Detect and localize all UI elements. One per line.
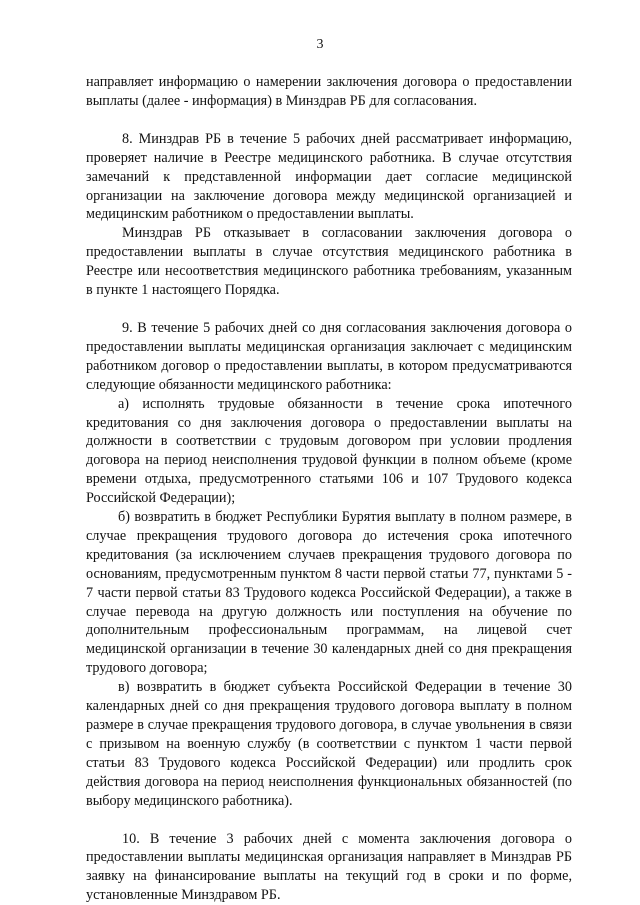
paragraph-9-item-b: б) возвратить в бюджет Республики Бурятия выплату в полном размере, в случае прекращения трудового договора до истечения срока ипотечного кредитования (за исключением случаев прекращения трудового договора по основаниям, предусмотренным пунктом 8 части первой статьи 77, пунктами 5 - 7 части первой статьи 83 Трудового кодекса Российской Федерации), а также в случае перевода на другую должность или поступления на обучение по дополнительным профессиональным программам, на лицевой счет медицинской организации в течение 30 календарных дней со дня прекращения трудового договора; <box>86 509 572 677</box>
paragraph-10: 10. В течение 3 рабочих дней с момента заключения договора о предоставлении выплаты медицинская организация направляет в Минздрав РБ заявку на финансирование выплаты на текущий год в сроки и по форме, установленные Минздравом РБ. <box>86 830 572 904</box>
paragraph-8: 8. Минздрав РБ в течение 5 рабочих дней рассматривает информацию, проверяет наличие в Реестре медицинского работника. В случае отсутствия замечаний к представленной информации дает согласие медицинской организации на заключение договора между медицинской организацией и медицинским работником о предоставлении выплаты. <box>86 130 572 223</box>
page-number: 3 <box>316 37 324 52</box>
paragraph-9-item-a: а) исполнять трудовые обязанности в течение срока ипотечного кредитования со дня заключения договора о предоставлении выплаты на должности в соответствии с трудовым договором при условии продления договора на период неисполнения трудовой функции в полном объеме (кроме времени отдыха, предусмотренного статьями 106 и 107 Трудового кодекса Российской Федерации); <box>86 395 572 507</box>
paragraph-continuation: направляет информацию о намерении заключения договора о предоставлении выплаты (далее - информация) в Минздрав РБ для согласования. <box>86 74 572 109</box>
paragraph-9-item-c: в) возвратить в бюджет субъекта Российской Федерации в течение 30 календарных дней со дня прекращения трудового договора выплату в полном размере в случае прекращения трудового договора, в случае увольнения в связи с призывом на военную службу (в соответствии с пунктом 1 части первой статьи 83 Трудового кодекса Российской Федерации) или продлить срок действия договора на период неисполнения функциональных обязанностей (по выбору медицинского работника). <box>86 679 572 809</box>
document-body <box>86 73 572 905</box>
paragraph-8-refusal: Минздрав РБ отказывает в согласовании заключения договора о предоставлении выплаты в случае отсутствия медицинского работника в Реестре или несоответствия медицинского работника требованиям, указанным в пункте 1 настоящего Порядка. <box>86 225 572 299</box>
paragraph-9: 9. В течение 5 рабочих дней со дня согласования заключения договора о предоставлении выплаты медицинская организация заключает с медицинским работником договор о предоставлении выплаты, в котором предусматриваются следующие обязанности медицинского работника: <box>86 319 572 393</box>
